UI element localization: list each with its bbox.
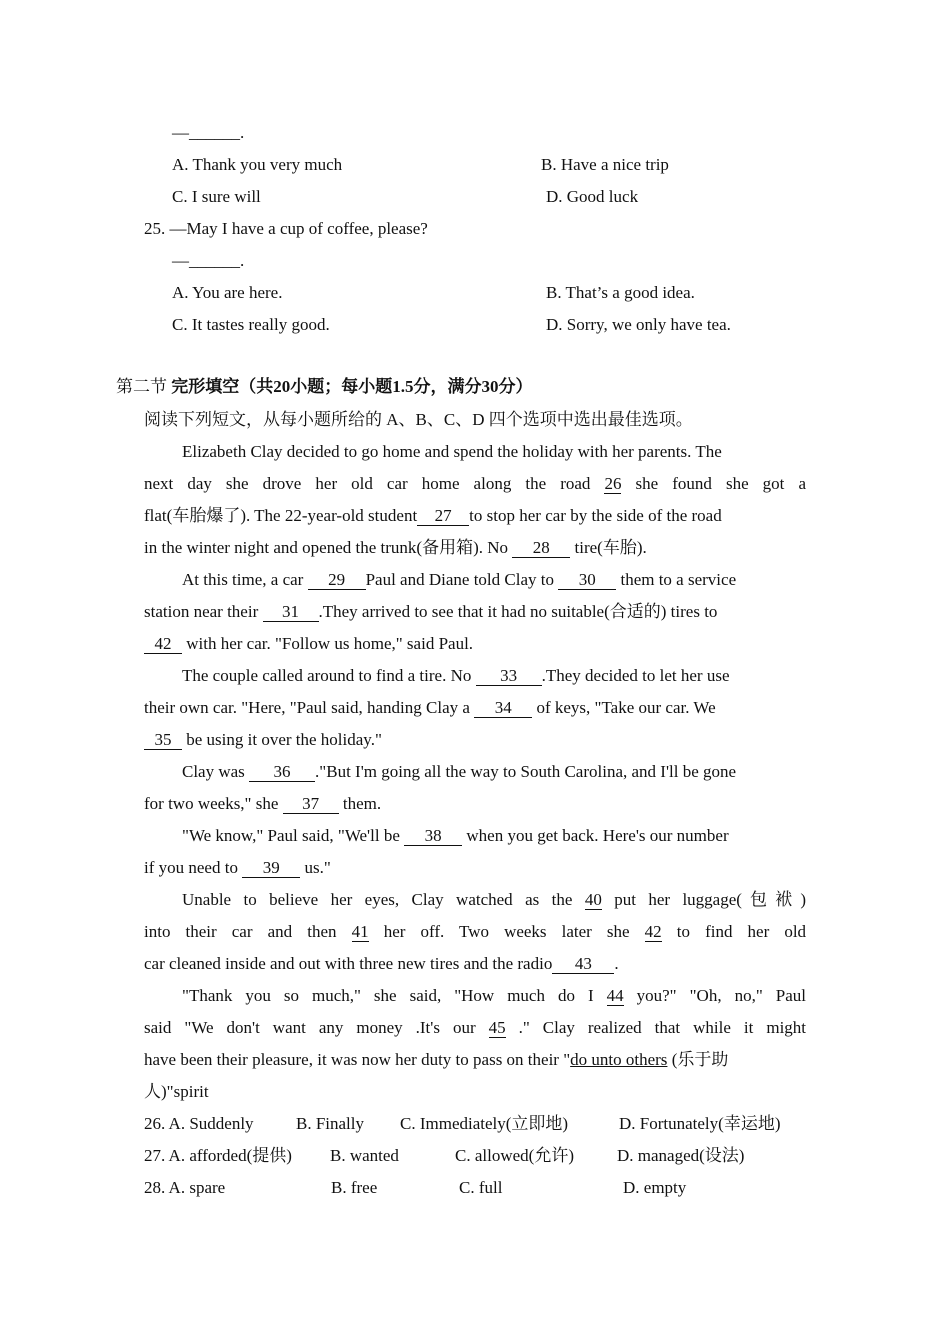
passage-line: Elizabeth Clay decided to go home and spend the holiday with her parents. The	[182, 442, 722, 461]
passage-line	[144, 505, 722, 527]
passage-text: Unable to believe her eyes, Clay watched as the	[182, 890, 573, 909]
passage-text: be using it over the holiday."	[186, 730, 382, 749]
passage-text: tire(车胎).	[574, 538, 647, 557]
q25-option-d: D. Sorry, we only have tea.	[546, 315, 731, 334]
passage-line	[182, 985, 806, 1007]
passage-text: ."But I'm going all the way to South Carolina, and I'll be gone	[315, 762, 737, 781]
q28-option-a: 28. A. spare	[144, 1178, 226, 1197]
blank-42-duplicate: 42	[144, 635, 182, 654]
passage-text: of keys, "Take our car. We	[536, 698, 716, 717]
blank-44: 44	[606, 986, 624, 1005]
section-title-text2: 小题；每小题	[290, 377, 393, 396]
passage-text: them to a service	[620, 570, 737, 589]
passage-text: station near their	[144, 602, 259, 621]
blank-43: 43	[552, 955, 614, 974]
blank-27: 27	[417, 507, 469, 526]
passage-text: in the winter night and opened the trunk(备用箱). No	[144, 538, 509, 557]
passage-text: said "We don't want any money .It's our	[144, 1018, 476, 1037]
passage-text: "We know," Paul said, "We'll be	[182, 826, 400, 845]
passage-line	[182, 889, 806, 911]
passage-text: .They arrived to see that it had no suitable(合适的) tires to	[318, 602, 718, 621]
section-title	[116, 376, 533, 398]
passage-text: to find her old	[676, 922, 807, 941]
passage-text: .	[614, 954, 619, 973]
section-title-main: 完形填空（共	[171, 377, 274, 396]
q27-option-c: C. allowed(允许)	[455, 1146, 574, 1165]
q24-answer-prompt: —______.	[172, 123, 245, 142]
passage-line	[144, 921, 806, 943]
q26-option-b: B. Finally	[296, 1114, 365, 1133]
blank-42: 42	[644, 922, 662, 941]
passage-line	[144, 793, 381, 815]
passage-text: "Thank you so much," she said, "How much do I	[182, 986, 594, 1005]
q25-option-c: C. It tastes really good.	[172, 315, 330, 334]
section-title-count: 20	[273, 377, 291, 396]
section-title-points: 1.5	[392, 377, 414, 396]
passage-line	[144, 601, 717, 623]
passage-text: ." Clay realized that while it might	[518, 1018, 807, 1037]
blank-37: 37	[283, 795, 339, 814]
blank-26: 26	[604, 474, 622, 493]
q27-option-d: D. managed(设法)	[617, 1146, 745, 1165]
blank-38: 38	[404, 827, 462, 846]
passage-text: Clay was	[182, 762, 245, 781]
blank-30: 30	[558, 571, 616, 590]
q24-option-a: A. Thank you very much	[172, 155, 343, 174]
section-title-prefix: 第二节	[116, 377, 172, 396]
q27-option-b: B. wanted	[330, 1146, 399, 1165]
q25-stem: 25. —May I have a cup of coffee, please?	[144, 219, 428, 238]
blank-39: 39	[242, 859, 300, 878]
passage-text: put her luggage(包袱)	[614, 890, 807, 909]
passage-line	[144, 857, 331, 879]
q26-option-d: D. Fortunately(幸运地)	[619, 1114, 781, 1133]
passage-text: (乐于助	[667, 1050, 729, 1069]
blank-36: 36	[249, 763, 315, 782]
passage-line	[182, 569, 736, 591]
passage-text: for two weeks," she	[144, 794, 279, 813]
passage-line	[144, 537, 647, 559]
q26-option-c: C. Immediately(立即地)	[400, 1114, 569, 1133]
section-title-text4: 分，满分	[413, 377, 482, 396]
passage-text: Paul and Diane told Clay to	[365, 570, 554, 589]
passage-line	[144, 729, 382, 751]
blank-34: 34	[474, 699, 532, 718]
q25-option-a: A. You are here.	[172, 283, 283, 302]
passage-text: car cleaned inside and out with three new tires and the radio	[144, 954, 553, 973]
q24-option-d: D. Good luck	[546, 187, 639, 206]
q26-option-a: 26. A. Suddenly	[144, 1114, 254, 1133]
passage-line	[144, 697, 716, 719]
passage-text: them.	[342, 794, 382, 813]
passage-text: flat(车胎爆了). The 22-year-old student	[144, 506, 418, 525]
passage-text: .They decided to let her use	[541, 666, 730, 685]
q28-option-c: C. full	[459, 1178, 503, 1197]
passage-text: when you get back. Here's our number	[466, 826, 729, 845]
q28-option-d: D. empty	[623, 1178, 687, 1197]
passage-text: next day she drove her old car home along the road	[144, 474, 591, 493]
passage-text: have been their pleasure, it was now her duty to pass on their "	[144, 1050, 571, 1069]
passage-text: into their car and then	[144, 922, 337, 941]
passage-text: her off. Two weeks later she	[383, 922, 630, 941]
blank-35: 35	[144, 731, 182, 750]
passage-text: you?" "Oh, no," Paul	[636, 986, 806, 1005]
q27-option-a: 27. A. afforded(提供)	[144, 1146, 292, 1165]
section-title-total: 30	[481, 377, 499, 396]
passage-line	[144, 1017, 806, 1039]
blank-31: 31	[263, 603, 319, 622]
passage-text: At this time, a car	[182, 570, 304, 589]
passage-text: us."	[304, 858, 331, 877]
blank-33: 33	[476, 667, 542, 686]
q25-answer-prompt: —______.	[172, 251, 245, 270]
q28-option-b: B. free	[331, 1178, 378, 1197]
passage-text: The couple called around to find a tire. No	[182, 666, 472, 685]
passage-line	[144, 473, 806, 495]
blank-45: 45	[488, 1018, 506, 1037]
passage-line	[144, 1049, 728, 1071]
section-title-text6: 分）	[498, 377, 533, 396]
blank-41: 41	[351, 922, 369, 941]
passage-line	[182, 761, 736, 783]
passage-text: with her car. "Follow us home," said Paul.	[186, 634, 474, 653]
underlined-phrase: do unto others	[570, 1050, 668, 1069]
blank-29: 29	[308, 571, 366, 590]
section-instruction: 阅读下列短文，从每小题所给的 A、B、C、D 四个选项中选出最佳选项。	[144, 410, 693, 429]
passage-line	[182, 825, 729, 847]
passage-text: their own car. "Here, "Paul said, handing Clay a	[144, 698, 470, 717]
blank-28: 28	[512, 539, 570, 558]
q24-option-b: B. Have a nice trip	[541, 155, 669, 174]
q25-option-b: B. That’s a good idea.	[546, 283, 695, 302]
passage-text: if you need to	[144, 858, 238, 877]
q24-option-c: C. I sure will	[172, 187, 261, 206]
passage-line: 人)"spirit	[144, 1082, 209, 1101]
passage-text: she found she got a	[635, 474, 806, 493]
blank-40: 40	[584, 890, 602, 909]
passage-text: to stop her car by the side of the road	[469, 506, 722, 525]
passage-line	[144, 953, 619, 975]
passage-line	[144, 633, 473, 655]
passage-line	[182, 665, 730, 687]
